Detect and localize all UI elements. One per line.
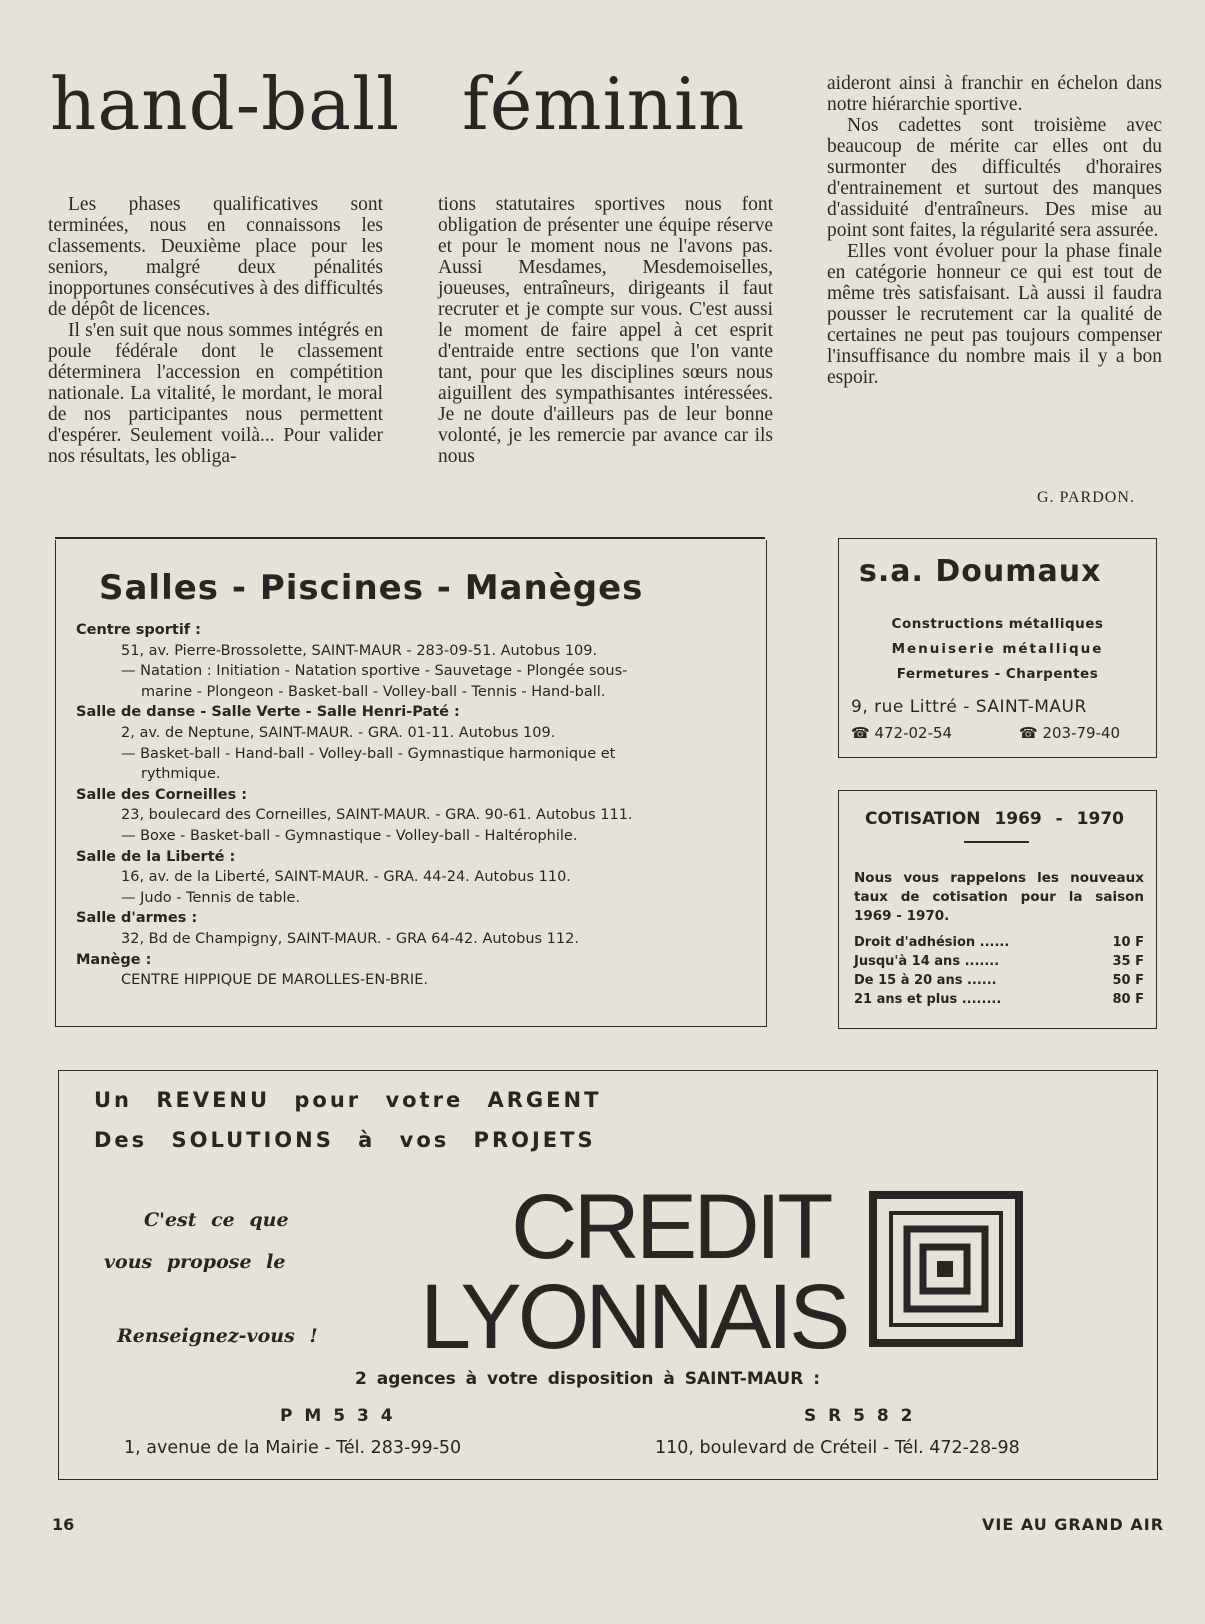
list-item bbox=[76, 847, 736, 909]
table-row bbox=[854, 971, 1144, 990]
telephone-icon: ☎ bbox=[851, 724, 870, 742]
ad-tagline-2: vous propose le bbox=[104, 1251, 286, 1273]
salles-title: Salles - Piscines - Manèges bbox=[99, 568, 644, 608]
table-row bbox=[854, 990, 1144, 1009]
credit-lyonnais-ad bbox=[58, 1070, 1158, 1480]
row-value: 10 F bbox=[1112, 935, 1144, 950]
salles-list bbox=[76, 620, 736, 991]
venue-name: Centre sportif : bbox=[76, 622, 201, 638]
agency-pm-address: 1, avenue de la Mairie - Tél. 283-99-50 bbox=[124, 1438, 462, 1458]
paragraph: Il s'en suit que nous sommes intégrés en poule fédérale dont le classement déterminera l'accession en compétition nationale. La vitalité, le mordant, le moral de nos participantes nous permettent d'espérer. Seulement voilà... Pour valider nos résultats, les obliga- bbox=[48, 320, 383, 467]
venue-line: — Basket-ball - Hand-ball - Volley-ball - Gymnastique harmonique et bbox=[121, 745, 616, 762]
ad-agencies: 2 agences à votre disposition à SAINT-MAUR : bbox=[355, 1369, 820, 1389]
venue-line: 2, av. de Neptune, SAINT-MAUR. - GRA. 01-11. Autobus 109. bbox=[121, 724, 556, 741]
venue-name: Salle de la Liberté : bbox=[76, 848, 236, 865]
venue-line: 23, boulecard des Corneilles, SAINT-MAUR. - GRA. 90-61. Autobus 111. bbox=[121, 807, 633, 824]
paragraph: aideront ainsi à franchir en échelon dans notre hiérarchie sportive. bbox=[827, 73, 1162, 115]
doumaux-line: Constructions métalliques bbox=[891, 616, 1104, 632]
table-row bbox=[854, 933, 1144, 952]
venue-line: 16, av. de la Liberté, SAINT-MAUR. - GRA. 44-24. Autobus 110. bbox=[121, 869, 571, 886]
row-label: 21 ans et plus ........ bbox=[854, 992, 1002, 1007]
row-value: 80 F bbox=[1112, 992, 1144, 1007]
row-label: Droit d'adhésion ...... bbox=[854, 935, 1010, 950]
doumaux-address: 9, rue Littré - SAINT-MAUR bbox=[851, 697, 1087, 717]
agency-pm-code: P M 5 3 4 bbox=[280, 1406, 396, 1426]
venue-name: Salle d'armes : bbox=[76, 910, 198, 927]
paragraph: tions statutaires sportives nous font obligation de présenter une équipe réserve et pour le moment nous ne l'avons pas. Aussi Mesdames, Mesdemoiselles, joueuses, entraîneurs, dirigeants il faut recruter et je compte sur vous. C'est aussi le moment de faire appel à cet esprit d'entraide entre sections que l'on vante tant, pour que les disciplines sœurs nous aiguillent des sympathisantes intéressées. Je ne doute d'ailleurs pas de leur bonne volonté, je les remercie par avance car ils nous bbox=[438, 194, 773, 467]
row-value: 35 F bbox=[1112, 954, 1144, 969]
article-column-2 bbox=[438, 194, 773, 467]
doumaux-line: Menuiserie métallique bbox=[891, 641, 1104, 657]
agency-sr-code: S R 5 8 2 bbox=[804, 1406, 916, 1426]
list-item bbox=[76, 908, 736, 949]
credit-lyonnais-logo-icon bbox=[869, 1191, 1023, 1347]
doumaux-box bbox=[838, 538, 1157, 758]
page-number: 16 bbox=[52, 1515, 75, 1534]
list-item bbox=[76, 702, 736, 784]
row-label: Jusqu'à 14 ans ....... bbox=[854, 954, 1000, 969]
doumaux-title: s.a. Doumaux bbox=[859, 554, 1102, 589]
agency-sr-address: 110, boulevard de Créteil - Tél. 472-28-98 bbox=[655, 1438, 1020, 1458]
magazine-name: VIE AU GRAND AIR bbox=[982, 1515, 1165, 1534]
list-item bbox=[76, 785, 736, 847]
list-item bbox=[76, 950, 736, 991]
venue-name: Salle des Corneilles : bbox=[76, 786, 248, 803]
venue-line: CENTRE HIPPIQUE DE MAROLLES-EN-BRIE. bbox=[121, 972, 428, 989]
salles-box bbox=[55, 540, 767, 1027]
cotisation-box bbox=[838, 790, 1157, 1029]
cotisation-title: COTISATION 1969 - 1970 bbox=[865, 809, 1124, 829]
cotisation-text: Nous vous rappelons les nouveaux taux de cotisation pour la saison 1969 - 1970. bbox=[854, 870, 1144, 924]
paragraph: Les phases qualificatives sont terminées, nous en connaissons les classements. Deuxième place pour les seniors, malgré deux pénalités inopportunes consécutives à des difficultés de dépôt de licences. bbox=[48, 194, 383, 320]
venue-line: — Boxe - Basket-ball - Gymnastique - Volley-ball - Haltérophile. bbox=[121, 827, 578, 844]
divider bbox=[964, 841, 1029, 843]
row-label: De 15 à 20 ans ...... bbox=[854, 973, 997, 988]
venue-name: Salle de danse - Salle Verte - Salle Henri-Paté : bbox=[76, 704, 460, 721]
signature: G. PARDON. bbox=[1037, 489, 1135, 506]
venue-name: Manège : bbox=[76, 951, 152, 968]
table-row bbox=[854, 952, 1144, 971]
paragraph: Nos cadettes sont troisième avec beaucoup de mérite car elles ont du surmonter des difficultés d'horaires d'entrainement et surtout des manques d'assiduité d'entraîneurs. Des mise au point sont faites, la régularité sera assurée. bbox=[827, 115, 1162, 241]
article-column-1 bbox=[48, 194, 383, 467]
ad-headline-1: Un REVENU pour votre ARGENT bbox=[94, 1088, 602, 1112]
telephone-icon: ☎ bbox=[1019, 724, 1038, 742]
doumaux-phone-1 bbox=[851, 724, 952, 742]
venue-line: 32, Bd de Champigny, SAINT-MAUR. - GRA 64-42. Autobus 112. bbox=[121, 930, 579, 947]
venue-line: 51, av. Pierre-Brossolette, SAINT-MAUR - 283-09-51. Autobus 109. bbox=[121, 642, 598, 659]
ad-tagline-3: Renseignez-vous ! bbox=[117, 1325, 318, 1347]
ad-headline-2: Des SOLUTIONS à vos PROJETS bbox=[94, 1128, 596, 1152]
phone-number: 472-02-54 bbox=[874, 724, 953, 742]
phone-number: 203-79-40 bbox=[1042, 724, 1121, 742]
venue-line: rythmique. bbox=[141, 766, 221, 783]
logo-text-lyonnais: LYONNAIS bbox=[420, 1266, 847, 1368]
ad-tagline-1: C'est ce que bbox=[144, 1209, 289, 1231]
list-item bbox=[76, 620, 736, 702]
venue-line: — Judo - Tennis de table. bbox=[121, 889, 301, 906]
row-value: 50 F bbox=[1112, 973, 1144, 988]
paragraph: Elles vont évoluer pour la phase finale en catégorie honneur ce qui est tout de même très satisfaisant. Là aussi il faudra pousser le recrutement car la qualité de certaines ne peut pas toujours compenser l'insuffisance du nombre mais il y a bon espoir. bbox=[827, 241, 1162, 388]
logo-text-credit: CREDIT bbox=[511, 1176, 830, 1278]
doumaux-line: Fermetures - Charpentes bbox=[896, 666, 1099, 682]
article-column-3 bbox=[827, 73, 1162, 388]
divider bbox=[55, 537, 765, 539]
cotisation-table bbox=[854, 933, 1144, 1009]
article-title: hand-ball féminin bbox=[50, 62, 746, 146]
doumaux-phone-2 bbox=[1019, 724, 1120, 742]
venue-line: marine - Plongeon - Basket-ball - Volley-ball - Tennis - Hand-ball. bbox=[141, 683, 606, 700]
venue-line: — Natation : Initiation - Natation sportive - Sauvetage - Plongée sous- bbox=[121, 663, 628, 680]
